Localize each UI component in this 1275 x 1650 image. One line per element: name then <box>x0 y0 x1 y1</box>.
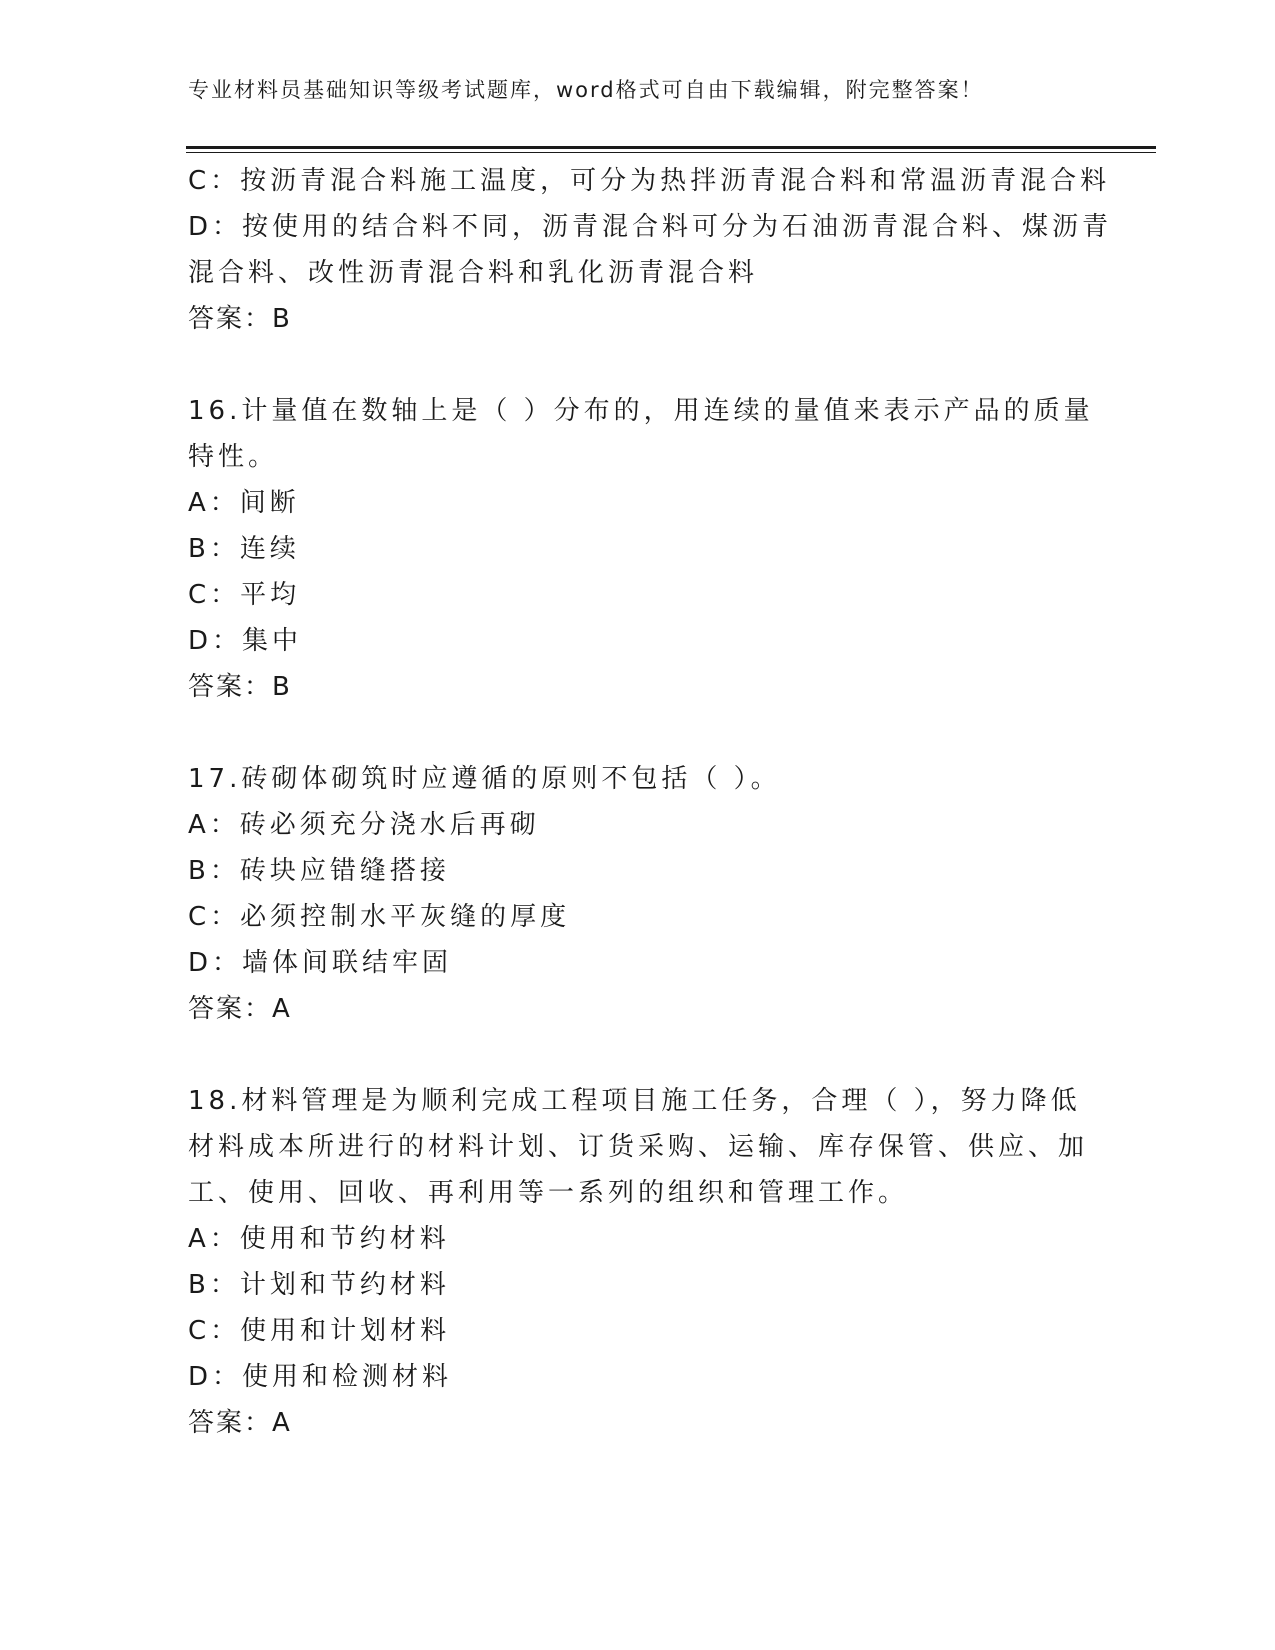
spacer <box>188 710 1088 756</box>
option-a: A：使用和节约材料 <box>188 1224 450 1254</box>
question-stem-continued: 材料成本所进行的材料计划、订货采购、运输、库存保管、供应、加 <box>188 1132 1089 1162</box>
answer: 答案：A <box>188 1408 292 1438</box>
option-d: D：按使用的结合料不同，沥青混合料可分为石油沥青混合料、煤沥青 <box>188 212 1113 242</box>
spacer <box>188 1032 1088 1078</box>
question-18 <box>188 1078 1088 1446</box>
option-c: C：平均 <box>188 580 301 610</box>
question-stem-continued: 特性。 <box>188 442 279 472</box>
question-15 <box>188 158 1113 342</box>
option-b: B：砖块应错缝搭接 <box>188 856 450 886</box>
option-b: B：连续 <box>188 534 300 564</box>
header-rule-thin <box>186 152 1156 153</box>
header-rule-thick <box>186 146 1156 149</box>
option-a: A：砖必须充分浇水后再砌 <box>188 810 540 840</box>
question-stem-continued: 工、使用、回收、再利用等一系列的组织和管理工作。 <box>188 1178 909 1208</box>
option-c: C：使用和计划材料 <box>188 1316 451 1346</box>
question-16 <box>188 388 1094 710</box>
spacer <box>188 342 1088 388</box>
question-stem: 18.材料管理是为顺利完成工程项目施工任务，合理（ ），努力降低 <box>188 1086 1081 1116</box>
document-body <box>188 158 1113 1446</box>
answer: 答案：A <box>188 994 292 1024</box>
option-d: D：集中 <box>188 626 303 656</box>
option-b: B：计划和节约材料 <box>188 1270 450 1300</box>
question-17 <box>188 756 1088 1032</box>
answer: 答案：B <box>188 304 292 334</box>
option-d: D：使用和检测材料 <box>188 1362 453 1392</box>
option-d-continued: 混合料、改性沥青混合料和乳化沥青混合料 <box>188 258 759 288</box>
option-c: C：按沥青混合料施工温度，可分为热拌沥青混合料和常温沥青混合料 <box>188 166 1111 196</box>
option-a: A：间断 <box>188 488 300 518</box>
question-stem: 17.砖砌体砌筑时应遵循的原则不包括（ ）。 <box>188 764 781 794</box>
answer: 答案：B <box>188 672 292 702</box>
option-d: D：墙体间联结牢固 <box>188 948 453 978</box>
question-stem: 16.计量值在数轴上是（ ）分布的，用连续的量值来表示产品的质量 <box>188 396 1094 426</box>
option-c: C：必须控制水平灰缝的厚度 <box>188 902 571 932</box>
page-header: 专业材料员基础知识等级考试题库，word格式可自由下载编辑，附完整答案！ <box>188 78 984 102</box>
